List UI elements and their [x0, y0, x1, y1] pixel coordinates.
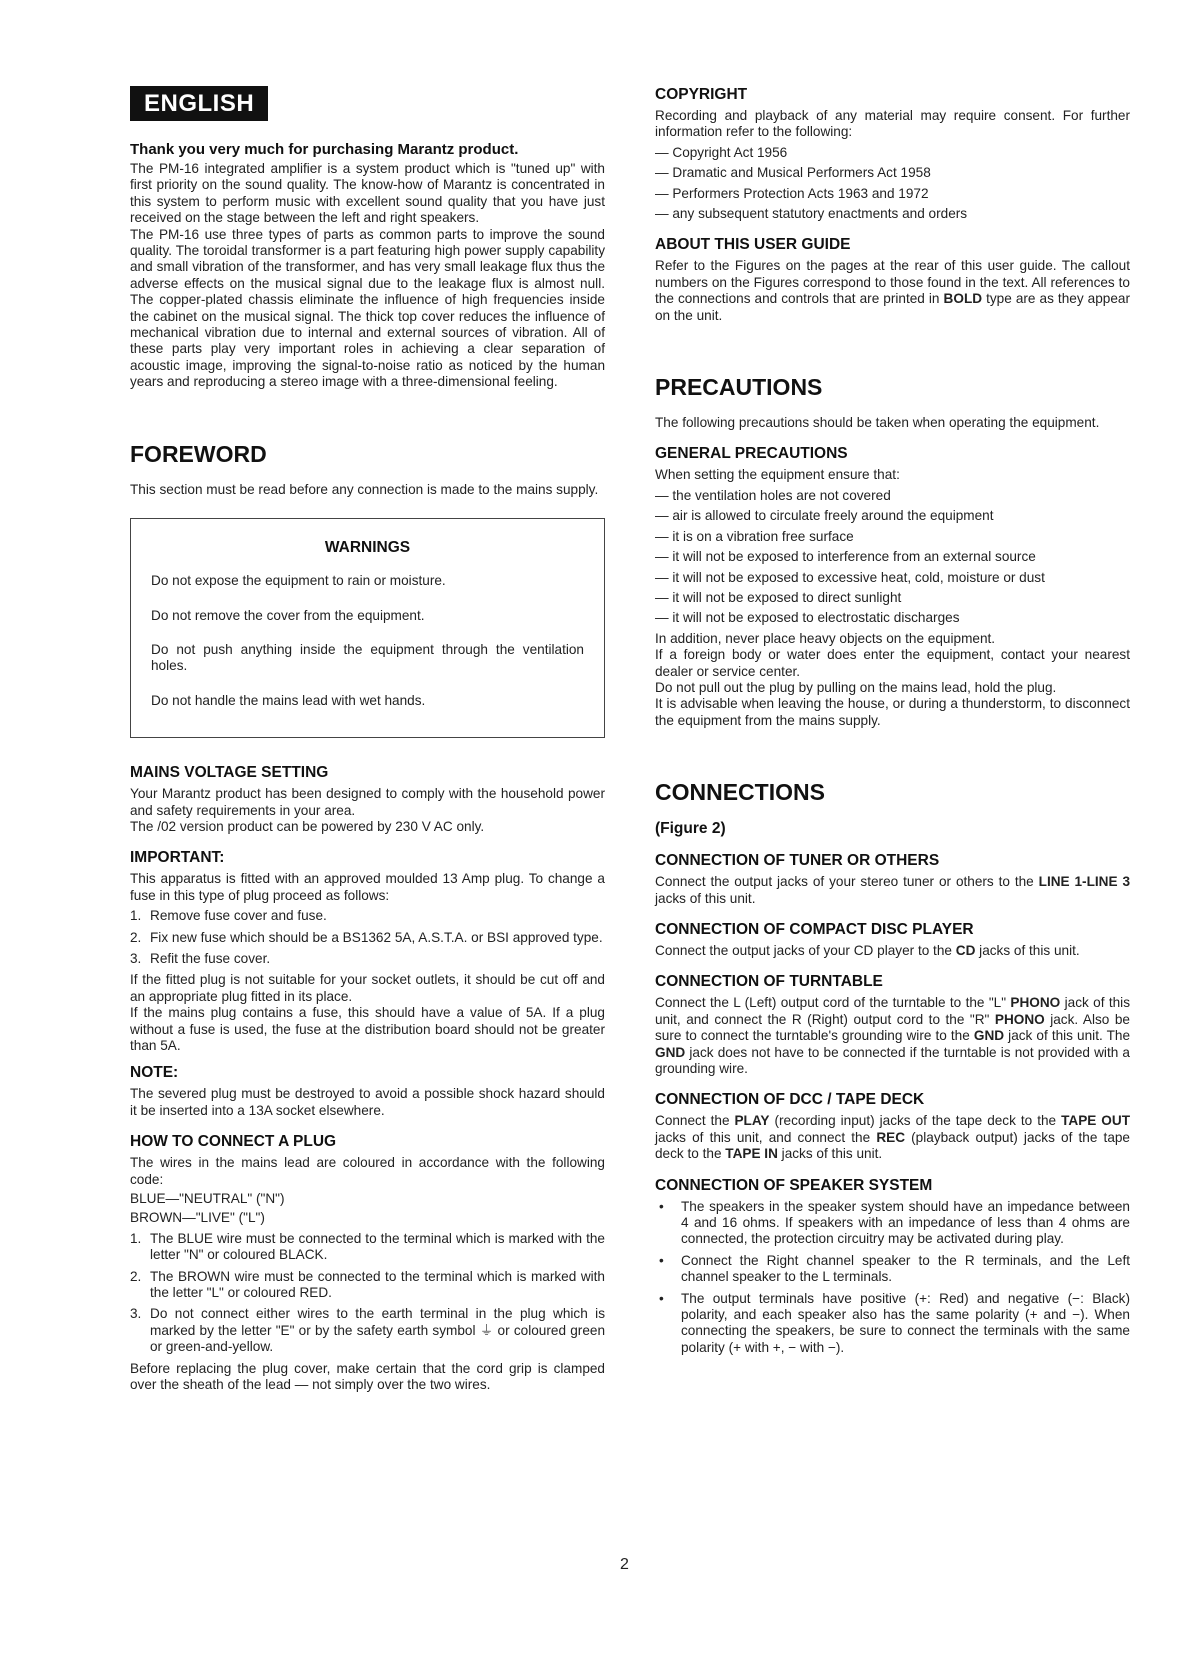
plug-step: 1. The BLUE wire must be connected to the terminal which is marked with the letter "N" or coloured BLACK.	[130, 1230, 605, 1263]
copyright-item: — Copyright Act 1956	[655, 144, 788, 160]
warning-item: Do not remove the cover from the equipment.	[151, 607, 425, 623]
warnings-title: WARNINGS	[324, 539, 411, 557]
cd-text: Connect the output jacks of your CD player to the CD jacks of this unit.	[655, 942, 1080, 958]
mains-paragraph-1: Your Marantz product has been designed to comply with the household power and safety requirements in your area.	[130, 786, 605, 818]
mains-paragraph-2: The /02 version product can be powered by 230 V AC only.	[130, 818, 485, 834]
left-column	[130, 86, 605, 1394]
mains-title: MAINS VOLTAGE SETTING	[130, 764, 329, 782]
speaker-bullet: • The speakers in the speaker system should have an impedance between 4 and 16 ohms. If speakers with an impedance of less than 4 ohms are connected, the protection circuitry may be activated during play.	[659, 1198, 1130, 1247]
guide-text: Refer to the Figures on the pages at the rear of this user guide. The callout numbers on the Figures correspond to those found in the text. All references to the connections and controls that are printed in BOLD type are as they appear on the unit.	[655, 258, 1131, 323]
general-paragraph-3: Do not pull out the plug by pulling on the mains lead, hold the plug.	[655, 679, 1057, 695]
precautions-intro: The following precautions should be taken when operating the equipment.	[655, 415, 1100, 431]
speaker-bullet: • The output terminals have positive (+: Red) and negative (−: Black) polarity, and each speaker also has the same polarity (+ and −). When connecting the speakers, be sure to connect the terminals with the same polarity (+ with +, − with −).	[659, 1290, 1130, 1355]
thanks-heading: Thank you very much for purchasing Marantz product.	[130, 141, 519, 158]
turntable-title: CONNECTION OF TURNTABLE	[655, 973, 883, 991]
foreword-text: This section must be read before any connection is made to the mains supply.	[130, 481, 599, 497]
general-title: GENERAL PRECAUTIONS	[655, 445, 848, 463]
important-title: IMPORTANT:	[130, 849, 225, 867]
general-intro: When setting the equipment ensure that:	[655, 467, 900, 483]
foreword-title: FOREWORD	[130, 440, 267, 467]
general-item: — it will not be exposed to interference from an external source	[655, 549, 1036, 565]
general-paragraph-1: In addition, never place heavy objects on the equipment.	[655, 630, 996, 646]
precautions-title: PRECAUTIONS	[655, 374, 823, 401]
general-item: — air is allowed to circulate freely around the equipment	[655, 508, 994, 524]
connections-title: CONNECTIONS	[655, 779, 825, 806]
plug-outro: Before replacing the plug cover, make certain that the cord grip is clamped over the sheath of the lead — not simply over the two wires.	[130, 1360, 605, 1393]
plug-blue-code: BLUE—"NEUTRAL" ("N")	[130, 1191, 285, 1207]
fuse-step: 2. Fix new fuse which should be a BS1362 5A, A.S.T.A. or BSI approved type.	[130, 929, 603, 945]
plug-step: 2. The BROWN wire must be connected to the terminal which is marked with the letter "L" or coloured RED.	[130, 1268, 605, 1301]
copyright-intro: Recording and playback of any material may require consent. For further information refer to the following:	[655, 108, 1130, 140]
right-column	[655, 86, 1130, 1361]
copyright-item: — any subsequent statutory enactments and orders	[655, 206, 968, 222]
tuner-text: Connect the output jacks of your stereo tuner or others to the LINE 1-LINE 3 jacks of this unit.	[655, 874, 1130, 906]
turntable-text: Connect the L (Left) output cord of the turntable to the "L" PHONO jack of this unit, and connect the R (Right) output cord to the "R" PHONO jack. Also be sure to connect the turntable's grounding wire to the GND jack of this unit. The GND jack does not have to be connected if the turntable is not provided with a grounding wire.	[655, 995, 1130, 1076]
plug-brown-code: BROWN—"LIVE" ("L")	[130, 1210, 265, 1226]
copyright-title: COPYRIGHT	[655, 86, 748, 103]
dcc-text: Connect the PLAY (recording input) jacks of the tape deck to the TAPE OUT jacks of this unit, and connect the REC (playback output) jacks of the tape deck to the TAPE IN jacks of this unit.	[655, 1113, 1130, 1162]
language-badge: ENGLISH	[130, 86, 268, 121]
plug-title: HOW TO CONNECT A PLUG	[130, 1133, 337, 1151]
warning-item: Do not handle the mains lead with wet hands.	[151, 692, 426, 708]
copyright-item: — Dramatic and Musical Performers Act 1958	[655, 165, 931, 181]
general-item: — it will not be exposed to direct sunlight	[655, 589, 902, 605]
fuse-step: 1. Remove fuse cover and fuse.	[130, 908, 327, 924]
important-intro: This apparatus is fitted with an approved moulded 13 Amp plug. To change a fuse in this type of plug proceed as follows:	[130, 871, 605, 903]
note-title: NOTE:	[130, 1064, 179, 1082]
cd-title: CONNECTION OF COMPACT DISC PLAYER	[655, 920, 974, 938]
warnings-box	[130, 518, 605, 738]
tuner-title: CONNECTION OF TUNER OR OTHERS	[655, 852, 940, 870]
speaker-title: CONNECTION OF SPEAKER SYSTEM	[655, 1176, 933, 1194]
note-text: The severed plug must be destroyed to avoid a possible shock hazard should it be inserted into a 13A socket elsewhere.	[130, 1086, 605, 1118]
warning-item: Do not expose the equipment to rain or moisture.	[151, 573, 446, 589]
fuse-step: 3. Refit the fuse cover.	[130, 950, 271, 966]
plug-intro: The wires in the mains lead are coloured in accordance with the following code:	[130, 1155, 605, 1187]
important-paragraph-1: If the fitted plug is not suitable for your socket outlets, it should be cut off and an appropriate plug fitted in its place.	[130, 972, 605, 1004]
general-item: — it is on a vibration free surface	[655, 528, 854, 544]
general-paragraph-4: It is advisable when leaving the house, or during a thunderstorm, to disconnect the equipment from the mains supply.	[655, 696, 1130, 728]
guide-title: ABOUT THIS USER GUIDE	[655, 236, 851, 254]
general-item: — it will not be exposed to excessive heat, cold, moisture or dust	[655, 569, 1045, 585]
page-number: 2	[620, 1556, 629, 1573]
general-item: — the ventilation holes are not covered	[655, 487, 891, 503]
plug-step: 3. Do not connect either wires to the earth terminal in the plug which is marked by the letter "E" or by the safety earth symbol ⏚ or coloured green or green-and-yellow.	[130, 1306, 605, 1355]
general-item: — it will not be exposed to electrostatic discharges	[655, 610, 960, 626]
speaker-bullet: • Connect the Right channel speaker to the R terminals, and the Left channel speaker to the L terminals.	[659, 1252, 1130, 1285]
warning-item: Do not push anything inside the equipment through the ventilation holes.	[151, 641, 584, 674]
important-paragraph-2: If the mains plug contains a fuse, this should have a value of 5A. If a plug without a fuse is used, the fuse at the distribution board should not be greater than 5A.	[130, 1005, 605, 1053]
general-paragraph-2: If a foreign body or water does enter the equipment, contact your nearest dealer or service center.	[655, 647, 1130, 679]
dcc-title: CONNECTION OF DCC / TAPE DECK	[655, 1091, 925, 1109]
copyright-item: — Performers Protection Acts 1963 and 1972	[655, 185, 929, 201]
thanks-paragraph-2: The PM-16 use three types of parts as common parts to improve the sound quality. The toroidal transformer is a part featuring high power supply capability and small vibration of the transformer, and has very small leakage flux thus the adverse effects on the musical signal due to the leakage flux is almost null. The copper-plated chassis eliminate the influence of high frequencies inside the cabinet on the musical signal. The thick top cover reduces the influence of mechanical vibration due to internal and external sources of vibration. All of these parts play very important roles in achieving a clear separation of acoustic image, improving the signal-to-noise ratio as noticed by the human years and reproducing a stereo image with a three-dimensional feeling.	[130, 226, 605, 390]
figure-reference: (Figure 2)	[655, 820, 726, 838]
thanks-paragraph-1: The PM-16 integrated amplifier is a system product which is "tuned up" with first priority on the sound quality. The know-how of Marantz is concentrated in this system to perform music with excellent sound quality that you have just received on the stage between the left and right speakers.	[130, 161, 605, 226]
